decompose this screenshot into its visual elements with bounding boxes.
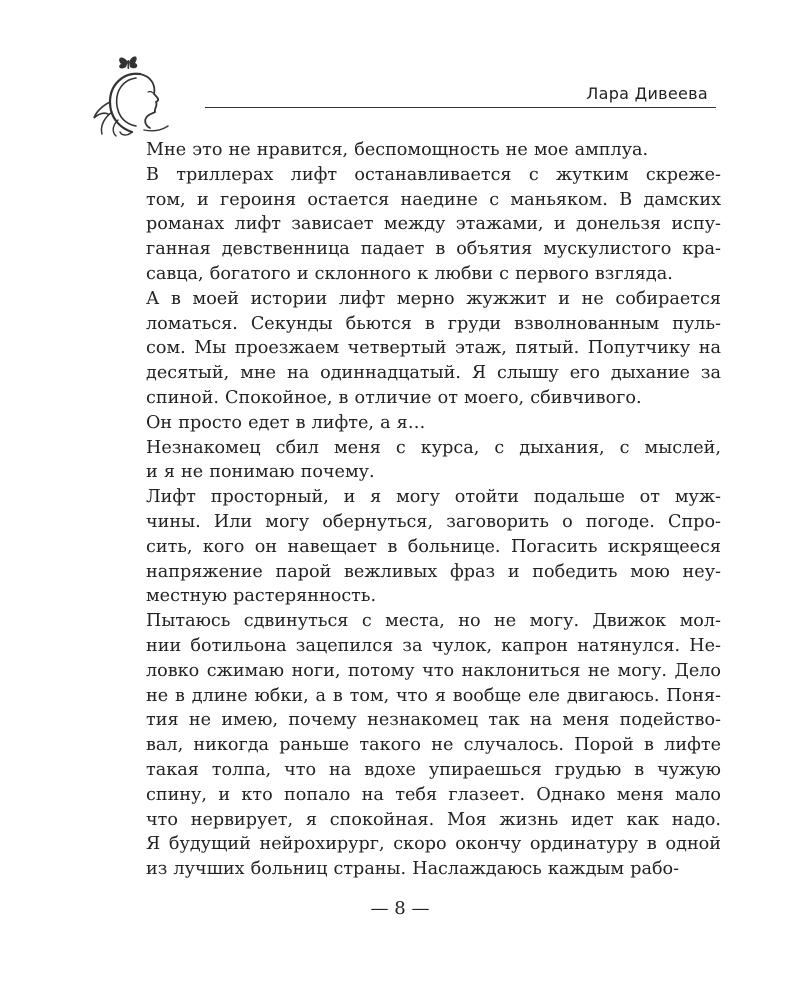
text-line: тия не имею, почему незнакомец так на меня подейство- — [146, 710, 721, 731]
paragraph — [118, 138, 721, 163]
text-line: местную растерянность. — [146, 586, 377, 607]
paragraph — [118, 411, 721, 436]
text-line: ловко сжимаю ноги, потому что наклониться не могу. Дело — [146, 660, 721, 681]
body-text — [118, 138, 721, 882]
text-line: Лифт просторный, и я могу отойти подальше от муж- — [146, 487, 721, 508]
text-line: спину, и кто попало на тебя глазеет. Однако меня мало — [146, 784, 721, 805]
paragraph — [118, 485, 721, 609]
text-line: Он просто едет в лифте, а я… — [146, 412, 426, 433]
text-line: сом. Мы проезжаем четвертый этаж, пятый. Попутчику на — [146, 338, 721, 359]
text-line: В триллерах лифт останавливается с жутким скреже- — [146, 164, 721, 185]
paragraph — [118, 163, 721, 287]
text-line: Я будущий нейрохирург, скоро окончу ординатуру в одной — [146, 834, 721, 855]
text-line: из лучших больниц страны. Наслаждаюсь каждым рабо- — [146, 859, 680, 880]
text-line: Пытаюсь сдвинуться с места, но не могу. Движок мол- — [146, 611, 721, 632]
text-line: спиной. Спокойное, в отличие от моего, сбивчивого. — [146, 387, 642, 408]
text-line: напряжение парой вежливых фраз и победить мою неу- — [146, 561, 721, 582]
paragraph — [118, 609, 721, 882]
text-line: А в моей истории лифт мерно жужжит и не собирается — [146, 288, 721, 309]
paragraph — [118, 287, 721, 411]
text-line: не в длине юбки, а в том, что я вообще еле двигаюсь. Поня- — [146, 685, 721, 706]
text-line: нии ботильона зацепился за чулок, капрон натянулся. Не- — [146, 635, 721, 656]
text-line: такая толпа, что на вдохе упираешься грудью в чужую — [146, 759, 721, 780]
text-line: ганная девственница падает в объятия мускулистого кра- — [146, 239, 721, 260]
text-line: чины. Или могу обернуться, заговорить о погоде. Спро- — [146, 511, 721, 532]
text-line: Мне это не нравится, беспомощность не мое амплуа. — [146, 140, 649, 160]
running-header-author: Лара Дивеева — [586, 84, 708, 103]
text-line: том, и героиня остается наедине с маньяком. В дамских — [146, 189, 721, 210]
header-divider — [205, 107, 716, 108]
page-number: — 8 — — [370, 898, 430, 919]
text-line: савца, богатого и склонного к любви с первого взгляда. — [146, 263, 673, 284]
woman-profile-butterfly-icon — [88, 52, 178, 138]
text-line: сить, кого он навещает в больнице. Погасить искрящееся — [146, 536, 721, 557]
text-line: ломаться. Секунды бьются в груди взволнованным пуль- — [146, 313, 721, 334]
text-line: вал, никогда раньше такого не случалось. Порой в лифте — [146, 735, 721, 756]
paragraph — [118, 436, 721, 486]
text-line: и я не понимаю почему. — [146, 462, 375, 483]
text-line: десятый, мне на одиннадцатый. Я слышу его дыхание за — [146, 363, 721, 384]
text-line: что нервирует, я спокойная. Моя жизнь идет как надо. — [146, 809, 721, 830]
text-line: Незнакомец сбил меня с курса, с дыхания, с мыслей, — [146, 437, 721, 458]
text-line: романах лифт зависает между этажами, и донельзя испу- — [146, 214, 721, 235]
